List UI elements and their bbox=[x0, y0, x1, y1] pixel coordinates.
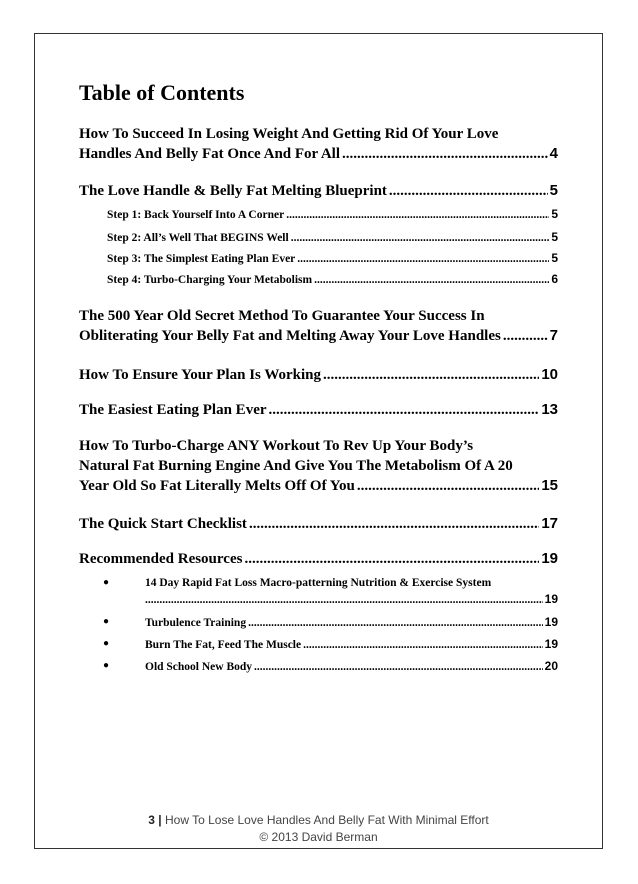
dot-leader bbox=[249, 514, 539, 534]
footer-copyright: © 2013 David Berman bbox=[259, 830, 378, 844]
toc-entry-text: The Love Handle & Belly Fat Melting Blueprint bbox=[79, 183, 387, 199]
dot-leader bbox=[291, 230, 550, 246]
footer-line bbox=[34, 812, 603, 829]
toc-page-number: 6 bbox=[551, 272, 558, 286]
bullet-icon: ● bbox=[103, 616, 110, 627]
dot-leader bbox=[145, 592, 543, 608]
toc-subentry-text: Step 1: Back Yourself Into A Corner bbox=[107, 209, 285, 221]
toc-subentry-text: Step 3: The Simplest Eating Plan Ever bbox=[107, 253, 296, 265]
dot-leader bbox=[248, 615, 543, 631]
dot-leader bbox=[342, 144, 548, 164]
dot-leader bbox=[297, 251, 549, 267]
dot-leader bbox=[323, 365, 539, 385]
dot-leader bbox=[357, 476, 540, 496]
toc-entry-text: The Quick Start Checklist bbox=[79, 516, 247, 532]
dot-leader bbox=[254, 659, 543, 675]
toc-entry-text: Obliterating Your Belly Fat and Melting Away Your Love Handles bbox=[79, 328, 501, 344]
footer-separator: | bbox=[158, 813, 162, 827]
dot-leader bbox=[314, 272, 549, 288]
toc-page-number: 5 bbox=[551, 230, 558, 244]
toc-subentry-text: Step 4: Turbo-Charging Your Metabolism bbox=[107, 274, 313, 286]
dot-leader bbox=[286, 207, 549, 223]
toc-subentry-step-2[interactable] bbox=[107, 229, 558, 246]
toc-entry-text: Year Old So Fat Literally Melts Off Of You bbox=[79, 478, 355, 494]
bullet-icon: ● bbox=[103, 577, 110, 588]
toc-entry-text: The Easiest Eating Plan Ever bbox=[79, 402, 267, 418]
dot-leader bbox=[244, 549, 539, 569]
toc-page-number: 19 bbox=[541, 550, 558, 567]
footer-page-number: 3 bbox=[148, 813, 155, 827]
toc-subentry-text: Step 2: All’s Well That BEGINS Well bbox=[107, 232, 289, 244]
toc-page-number: 17 bbox=[541, 515, 558, 532]
toc-resource-text: Burn The Fat, Feed The Muscle bbox=[145, 639, 302, 651]
toc-entry-blueprint[interactable] bbox=[79, 181, 558, 201]
toc-subentry-step-4[interactable] bbox=[107, 271, 558, 288]
toc-page-number: 4 bbox=[549, 145, 558, 162]
bullet-icon: ● bbox=[103, 638, 110, 649]
toc-title: Table of Contents bbox=[79, 80, 245, 105]
toc-page-number: 20 bbox=[544, 659, 558, 673]
dot-leader bbox=[303, 637, 543, 653]
toc-resource-text: Old School New Body bbox=[145, 661, 253, 673]
toc-entry-easiest-eating[interactable] bbox=[79, 400, 558, 420]
toc-page-number: 7 bbox=[549, 327, 558, 344]
toc-page-number: 5 bbox=[551, 207, 558, 221]
toc-entry-turbo-charge[interactable] bbox=[79, 436, 558, 496]
toc-page-number: 13 bbox=[541, 401, 558, 418]
toc-entry-text: Handles And Belly Fat Once And For All bbox=[79, 146, 341, 162]
toc-entry-quick-start[interactable] bbox=[79, 514, 558, 534]
toc-entry-ensure-plan[interactable] bbox=[79, 365, 558, 385]
toc-entry-secret-method[interactable] bbox=[79, 306, 558, 346]
toc-page-number: 19 bbox=[544, 615, 558, 629]
toc-resource-text: 14 Day Rapid Fat Loss Macro-patterning Nutrition & Exercise System bbox=[145, 577, 492, 589]
bullet-icon: ● bbox=[103, 660, 110, 671]
toc-page-number: 19 bbox=[544, 592, 558, 606]
toc-entry-text: How To Turbo-Charge ANY Workout To Rev Up Your Body’s bbox=[79, 438, 474, 454]
toc-entry-text: Natural Fat Burning Engine And Give You The Metabolism Of A 20 bbox=[79, 458, 513, 474]
toc-page-number: 5 bbox=[549, 182, 558, 199]
toc-page-number: 15 bbox=[541, 477, 558, 494]
toc-resource-14-day[interactable] bbox=[103, 575, 558, 611]
footer-book-title: How To Lose Love Handles And Belly Fat With Minimal Effort bbox=[165, 813, 489, 827]
dot-leader bbox=[269, 400, 540, 420]
toc-entry-text: Recommended Resources bbox=[79, 551, 243, 567]
toc-entry-text: The 500 Year Old Secret Method To Guarantee Your Success In bbox=[79, 308, 485, 324]
toc-entry-recommended-resources[interactable] bbox=[79, 549, 558, 569]
toc-resource-text: Turbulence Training bbox=[145, 617, 247, 629]
toc-page-number: 5 bbox=[551, 251, 558, 265]
toc-subentry-step-1[interactable] bbox=[107, 206, 558, 223]
toc-subentry-step-3[interactable] bbox=[107, 250, 558, 267]
toc-page-number: 19 bbox=[544, 637, 558, 651]
toc-page-number: 10 bbox=[541, 366, 558, 383]
toc-entry-text: How To Ensure Your Plan Is Working bbox=[79, 367, 322, 383]
dot-leader bbox=[389, 181, 548, 201]
toc-entry-succeed[interactable] bbox=[79, 124, 558, 164]
dot-leader bbox=[503, 326, 548, 346]
page-footer bbox=[34, 812, 603, 846]
toc-entry-text: How To Succeed In Losing Weight And Getting Rid Of Your Love bbox=[79, 126, 499, 142]
